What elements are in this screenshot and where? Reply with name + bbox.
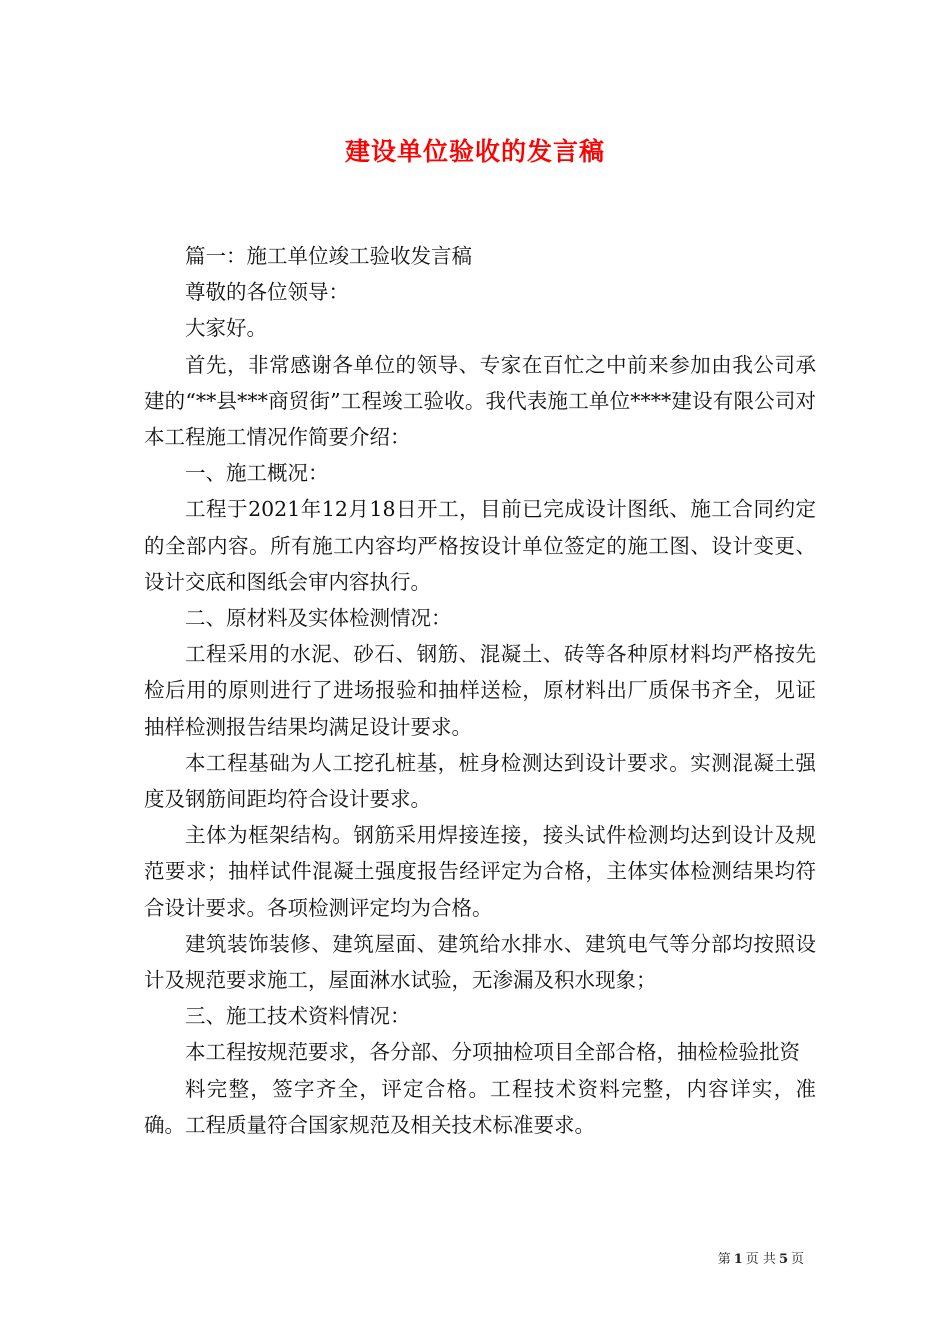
document-body	[144, 238, 816, 1143]
paragraph: 建筑装饰装修、建筑屋面、建筑给水排水、建筑电气等分部均按照设计及规范要求施工，屋面淋水试验，无渗漏及积水现象；	[144, 931, 816, 993]
paragraph: 尊敬的各位领导：	[185, 280, 349, 305]
current-page-number: 1	[733, 1252, 743, 1267]
paragraph: 首先，非常感谢各单位的领导、专家在百忙之中前来参加由我公司承建的“**县***商贸街”工程竣工验收。我代表施工单位****建设有限公司对本工程施工情况作简要介绍：	[144, 352, 816, 450]
paragraph: 三、施工技术资料情况：	[185, 1004, 411, 1029]
paragraph: 本工程基础为人工挖孔桩基，桩身检测达到设计要求。实测混凝土强度及钢筋间距均符合设计要求。	[144, 750, 816, 812]
footer-middle: 页 共	[745, 1252, 776, 1267]
paragraph: 二、原材料及实体检测情况：	[185, 606, 452, 631]
document-title: 建设单位验收的发言稿	[344, 137, 605, 166]
paragraph: 篇一：施工单位竣工验收发言稿	[185, 244, 472, 268]
paragraph: 一、施工概况：	[185, 461, 329, 486]
paragraph: 工程采用的水泥、砂石、钢筋、混凝土、砖等各种原材料均严格按先检后用的原则进行了进场报验和抽样送检，原材料出厂质保书齐全，见证抽样检测报告结果均满足设计要求。	[144, 642, 816, 739]
paragraph: 本工程按规范要求，各分部、分项抽检项目全部合格，抽检检验批资	[185, 1040, 800, 1065]
total-page-count: 5	[778, 1252, 788, 1267]
footer-suffix: 页	[790, 1252, 804, 1267]
paragraph: 料完整，签字齐全，评定合格。工程技术资料完整，内容详实，准确。工程质量符合国家规范及相关技术标准要求。	[144, 1076, 816, 1137]
page-number-footer	[718, 1248, 804, 1267]
paragraph: 工程于2021年12月18日开工，目前已完成设计图纸、施工合同约定的全部内容。所有施工内容均严格按设计单位签定的施工图、设计变更、设计交底和图纸会审内容执行。	[144, 497, 816, 594]
paragraph: 主体为框架结构。钢筋采用焊接连接，接头试件检测均达到设计及规范要求；抽样试件混凝土强度报告经评定为合格，主体实体检测结果均符合设计要求。各项检测评定均为合格。	[144, 823, 816, 920]
footer-prefix: 第	[717, 1252, 731, 1267]
paragraph: 大家好。	[185, 316, 267, 341]
